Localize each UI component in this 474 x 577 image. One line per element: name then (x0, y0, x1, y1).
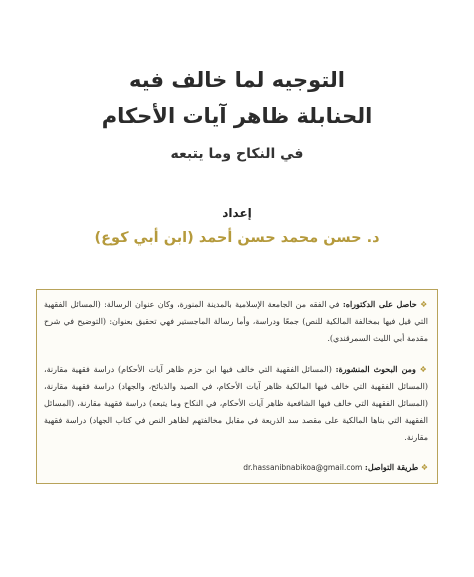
contact-label: طريقة التواصل: (364, 462, 419, 472)
bio-doctorate (44, 296, 428, 347)
bio-research (44, 361, 428, 446)
book-title-line-1: التوجيه لما خالف فيه (128, 68, 346, 92)
author-name: د. حسن محمد حسن أحمد (ابن أبي كوع) (94, 230, 380, 246)
prepared-by-label: إعداد (222, 206, 252, 220)
book-title-line-2: الحنابلة ظاهر آيات الأحكام (101, 104, 373, 128)
doctorate-text: في الفقه من الجامعة الإسلامية بالمدينة المنورة، وكان عنوان الرسالة: (المسائل الفقهية التي قيل فيها بمخالفة المالكية للنص) جمعًا ودراسة، وأما رسالة الماجستير فهي تحقيق بعنوان: (التوضيح في شرح مقدمة أبي الليث السمرقندي). (44, 300, 428, 343)
doctorate-label: حاصل على الدكتوراه: (342, 299, 417, 309)
diamond-bullet-icon: ❖ (416, 300, 429, 309)
bio-contact (44, 459, 428, 476)
diamond-bullet-icon: ❖ (418, 463, 428, 472)
research-text: (المسائل الفقهية التي خالف فيها ابن حزم ظاهر آيات الأحكام) دراسة فقهية مقارنة، (المسائل الفقهية التي خالف فيها المالكية ظاهر آيات الأحكام، في الصيد والذبائح، والجهاد) دراسة فقهية مقارنة، (المسائل الفقهية التي خالف فيها الشافعية ظاهر آيات الأحكام، في النكاح وما يتبعه) دراسة فقهية مقارنة، (المسائل الفقهية التي بناها المالكية على مقصد سد الذريعة في مقابل مخالفتهم لظاهر النص في كتاب الجهاد) دراسة فقهية مقارنة. (44, 365, 428, 442)
book-subtitle: في النكاح وما يتبعه (170, 146, 304, 162)
research-label: ومن البحوث المنشورة: (335, 364, 416, 374)
contact-email[interactable]: dr.hassanibnabikoa@gmail.com (243, 463, 363, 472)
diamond-bullet-icon: ❖ (415, 365, 429, 374)
